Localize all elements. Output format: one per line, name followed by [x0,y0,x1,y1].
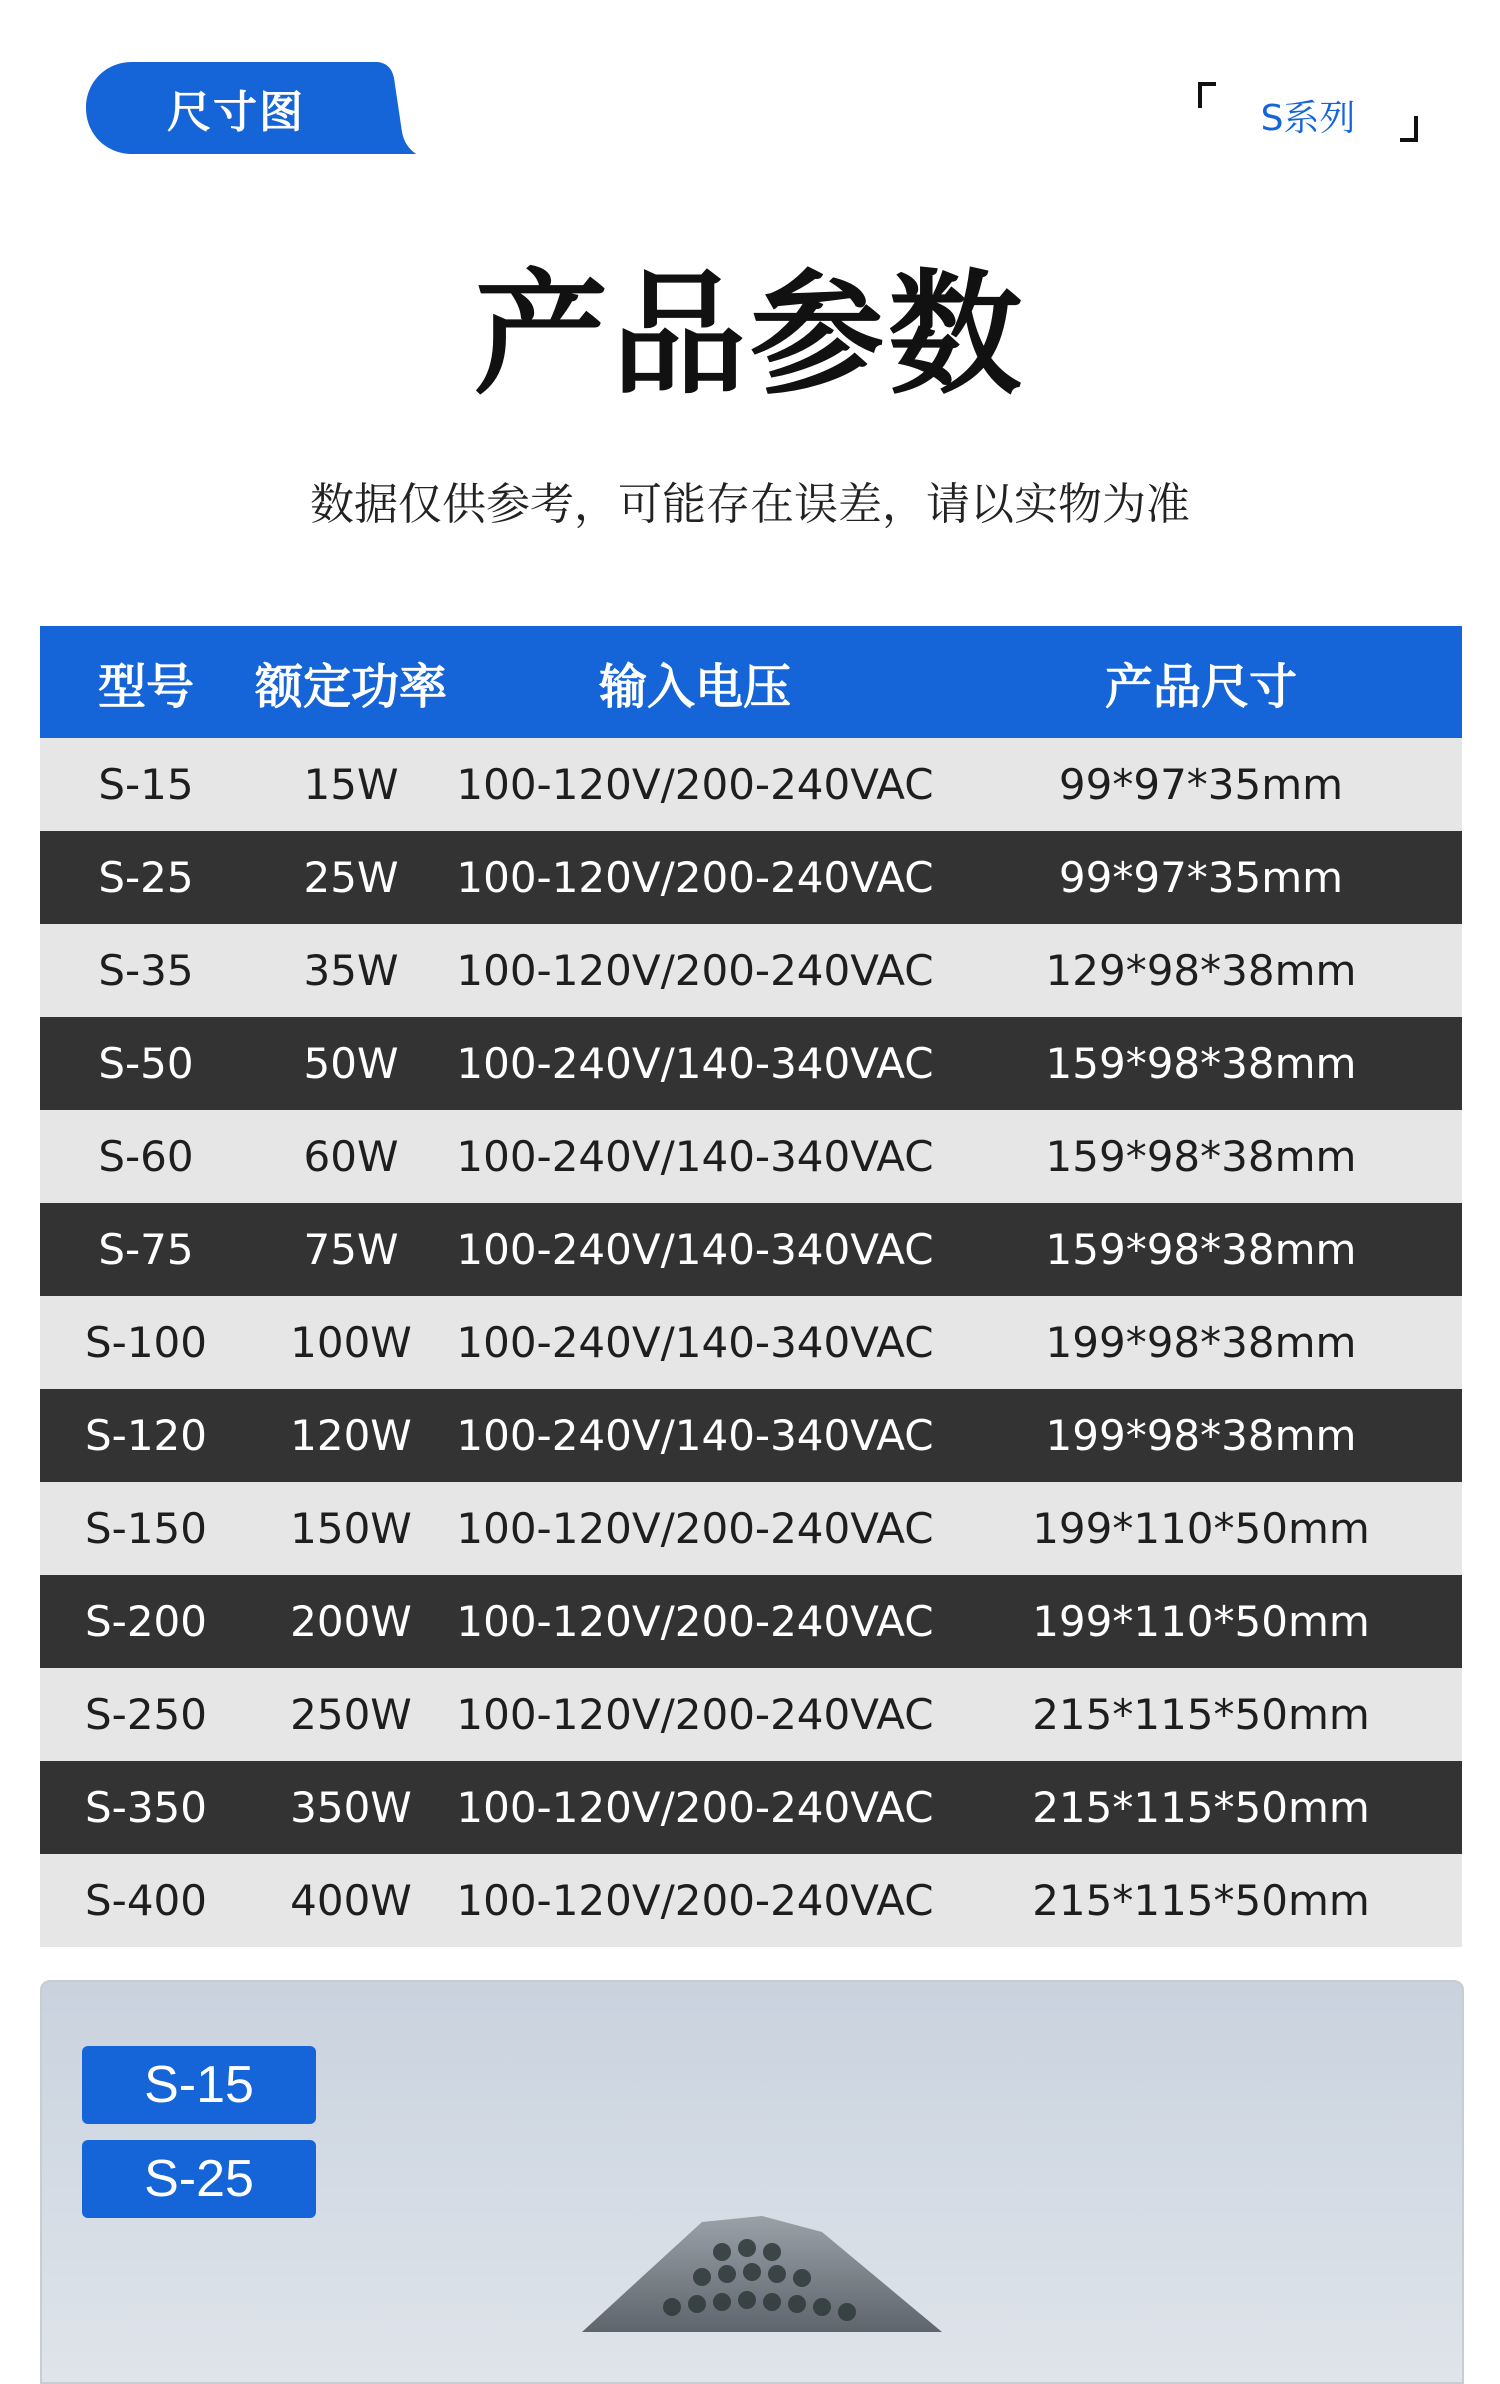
column-header-model: 型号 [40,626,252,738]
series-label-box [1198,72,1418,152]
table-row [40,1575,1462,1668]
table-row [40,1668,1462,1761]
section-tag-label: 尺寸图 [167,87,305,138]
product-photo-panel [40,1980,1464,2384]
cell-power: 200W [252,1575,450,1668]
table-row [40,1482,1462,1575]
cell-power: 400W [252,1854,450,1947]
table-row [40,924,1462,1017]
cell-voltage: 100-240V/140-340VAC [450,1296,940,1389]
cell-model: S-250 [40,1668,252,1761]
cell-size: 129*98*38mm [940,924,1462,1017]
cell-model: S-75 [40,1203,252,1296]
cell-size: 199*110*50mm [940,1575,1462,1668]
cell-model: S-15 [40,738,252,831]
table-row [40,1203,1462,1296]
table-row [40,1389,1462,1482]
table-header-row [40,626,1462,738]
page-subtitle: 数据仅供参考，可能存在误差，请以实物为准 [310,479,1190,530]
cell-power: 350W [252,1761,450,1854]
cell-model: S-100 [40,1296,252,1389]
cell-voltage: 100-120V/200-240VAC [450,1575,940,1668]
page-title: 产品参数 [473,257,1026,413]
cell-power: 100W [252,1296,450,1389]
cell-voltage: 100-120V/200-240VAC [450,738,940,831]
cell-power: 150W [252,1482,450,1575]
table-row [40,1296,1462,1389]
cell-size: 99*97*35mm [940,738,1462,831]
cell-power: 35W [252,924,450,1017]
cell-size: 199*98*38mm [940,1389,1462,1482]
cell-model: S-150 [40,1482,252,1575]
cell-voltage: 100-120V/200-240VAC [450,1761,940,1854]
cell-voltage: 100-120V/200-240VAC [450,1854,940,1947]
table-row [40,1761,1462,1854]
cell-voltage: 100-120V/200-240VAC [450,1482,940,1575]
cell-size: 159*98*38mm [940,1110,1462,1203]
cell-size: 199*98*38mm [940,1296,1462,1389]
cell-voltage: 100-240V/140-340VAC [450,1110,940,1203]
cell-size: 199*110*50mm [940,1482,1462,1575]
cell-model: S-200 [40,1575,252,1668]
cell-model: S-400 [40,1854,252,1947]
cell-voltage: 100-240V/140-340VAC [450,1389,940,1482]
column-header-voltage: 输入电压 [450,626,940,738]
table-row [40,831,1462,924]
cell-model: S-120 [40,1389,252,1482]
cell-model: S-350 [40,1761,252,1854]
table-row [40,1017,1462,1110]
bracket-right-icon [1400,116,1418,142]
cell-size: 159*98*38mm [940,1203,1462,1296]
cell-size: 215*115*50mm [940,1854,1462,1947]
cell-size: 159*98*38mm [940,1017,1462,1110]
cell-voltage: 100-120V/200-240VAC [450,1668,940,1761]
cell-model: S-35 [40,924,252,1017]
column-header-power: 额定功率 [252,626,450,738]
spec-table [40,626,1462,1947]
cell-power: 25W [252,831,450,924]
cell-voltage: 100-240V/140-340VAC [450,1203,940,1296]
cell-power: 15W [252,738,450,831]
section-tag [86,62,416,154]
column-header-size: 产品尺寸 [940,626,1462,738]
model-badge: S-15 [82,2046,316,2124]
cell-power: 50W [252,1017,450,1110]
cell-model: S-50 [40,1017,252,1110]
cell-voltage: 100-240V/140-340VAC [450,1017,940,1110]
table-row [40,1110,1462,1203]
cell-power: 250W [252,1668,450,1761]
table-row [40,1854,1462,1947]
cell-model: S-25 [40,831,252,924]
cell-size: 215*115*50mm [940,1668,1462,1761]
cell-power: 60W [252,1110,450,1203]
power-supply-device-icon [542,2212,962,2332]
cell-voltage: 100-120V/200-240VAC [450,831,940,924]
model-badge: S-25 [82,2140,316,2218]
table-row [40,738,1462,831]
cell-power: 75W [252,1203,450,1296]
series-label: S系列 [1260,98,1356,139]
cell-size: 215*115*50mm [940,1761,1462,1854]
cell-voltage: 100-120V/200-240VAC [450,924,940,1017]
cell-model: S-60 [40,1110,252,1203]
cell-size: 99*97*35mm [940,831,1462,924]
cell-power: 120W [252,1389,450,1482]
